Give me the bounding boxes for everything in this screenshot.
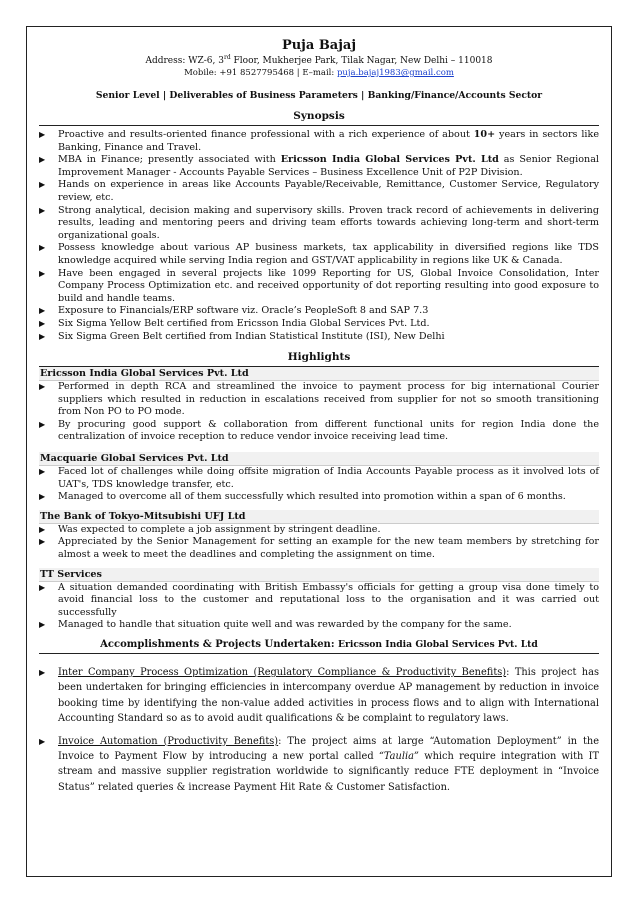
- bullet-arrow-icon: ▶: [39, 668, 46, 677]
- list-item: ▶ Was expected to complete a job assignment by stringent deadline.: [39, 523, 381, 535]
- accomplishments-title: Accomplishments & Projects Undertaken: Ericsson India Global Services Pvt. Ltd: [39, 638, 599, 654]
- address-line: Address: WZ-6, 3rd Floor, Mukherjee Park, Tilak Nagar, New Delhi – 110018: [145, 54, 493, 66]
- list-item: ▶ Inter Company Process Optimization (Regulatory Compliance & Productivity Benefits): This project has been undertaken for bringing efficiencies in intercompany overdue AP management by reduction in invoice booking time by identifying the non-value added activities in process flows and to align with International Accounting Standard so as to avoid audit qualifications & be complaint to regulatory laws.: [39, 667, 599, 725]
- bullet-arrow-icon: ▶: [39, 205, 46, 215]
- project-title-invoice-automation: Invoice Automation (Productivity Benefits): [58, 735, 279, 747]
- list-item: ▶ Proactive and results-oriented finance professional with a rich experience of about 10+ years in sectors like Banking, Finance and Travel.: [39, 129, 599, 153]
- candidate-name: Puja Bajaj: [281, 38, 357, 53]
- list-item: ▶ Appreciated by the Senior Management for setting an example for the new team members by stretching for almost a week to meet the deadlines and completing the assignment on time.: [39, 536, 599, 561]
- bullet-arrow-icon: ▶: [39, 537, 46, 547]
- company-heading-tt-services: TT Services: [39, 568, 599, 582]
- bullet-arrow-icon: ▶: [39, 130, 46, 139]
- company-heading-ericsson: Ericsson India Global Services Pvt. Ltd: [39, 367, 599, 381]
- email-link[interactable]: puja.bajaj1983@gmail.com: [336, 68, 454, 78]
- project-title-intercompany: Inter Company Process Optimization (Regulatory Compliance & Productivity Benefits): [58, 667, 507, 678]
- list-item: ▶ By procuring good support & collaboration from different functional units for region India done the centralization of invoice reception to reduce vendor invoice receiving lead time.: [39, 418, 599, 443]
- bullet-arrow-icon: ▶: [39, 318, 46, 328]
- profile-headline: Senior Level | Deliverables of Business Parameters | Banking/Finance/Accounts Sector: [95, 90, 543, 101]
- synopsis-title: Synopsis: [39, 110, 599, 126]
- macquarie-highlights: [39, 466, 599, 504]
- bullet-arrow-icon: ▶: [39, 620, 46, 630]
- contact-line: Mobile: +91 8527795468 | E–mail: puja.bajaj1983@gmail.com: [184, 68, 454, 78]
- list-item: ▶ Performed in depth RCA and streamlined the invoice to payment process for big international Courier suppliers which resulted in reduction in escalations received from supplier for not so smooth transitioning from Non PO to PO mode.: [39, 381, 599, 418]
- company-heading-macquarie: Macquarie Global Services Pvt. Ltd: [39, 452, 599, 466]
- bullet-arrow-icon: ▶: [39, 155, 46, 165]
- tokyo-highlights: [39, 524, 599, 562]
- highlights-title: Highlights: [39, 351, 599, 367]
- list-item: ▶ Possess knowledge about various AP business markets, tax applicability in diversified regions like TDS knowledge acquired while serving India region and GST/VAT applicability in regions like UK & Canada.: [39, 242, 599, 266]
- bullet-arrow-icon: ▶: [39, 331, 46, 341]
- bullet-arrow-icon: ▶: [39, 582, 46, 592]
- list-item: ▶ Hands on experience in areas like Accounts Payable/Receivable, Remittance, Customer Service, Regulatory review, etc.: [39, 179, 599, 203]
- list-item: ▶ A situation demanded coordinating with British Embassy's officials for getting a group visa done timely to avoid financial loss to the customer and reputational loss to the organisation and it was carried out successfully: [39, 581, 599, 618]
- accomplishments-list: [39, 665, 599, 795]
- resume-content: [39, 37, 599, 802]
- bullet-arrow-icon: ▶: [39, 419, 46, 429]
- list-item: ▶ Have been engaged in several projects like 1099 Reporting for US, Global Invoice Consolidation, Inter Company Process Optimization etc. and received opportunity of dot reporting resulting into good exposure to build and handle teams.: [39, 267, 599, 304]
- company-heading-tokyo-mitsubishi: The Bank of Tokyo-Mitsubishi UFJ Ltd: [39, 510, 599, 524]
- bullet-arrow-icon: ▶: [39, 306, 46, 316]
- ericsson-highlights: [39, 381, 599, 444]
- synopsis-list: [39, 129, 599, 343]
- bullet-arrow-icon: ▶: [39, 382, 46, 392]
- resume-page: [26, 26, 612, 877]
- bullet-arrow-icon: ▶: [39, 467, 46, 477]
- bullet-arrow-icon: ▶: [39, 268, 46, 278]
- bullet-arrow-icon: ▶: [39, 492, 46, 502]
- bullet-arrow-icon: ▶: [39, 736, 46, 746]
- list-item: ▶ MBA in Finance; presently associated with Ericsson India Global Services Pvt. Ltd as Senior Regional Improvement Manager - Accounts Payable Services – Business Excellence Unit of P2P Division.: [39, 154, 599, 178]
- list-item: ▶ Invoice Automation (Productivity Benefits): The project aims at large “Automation Deployment” in the Invoice to Payment Flow by introducing a new portal called “Taulia” which require integration with IT stream and massive supplier registration worldwide to significantly reduce FTE deployment in “Invoice Status” related queries & increase Payment Hit Rate & Customer Satisfaction.: [39, 735, 600, 793]
- list-item: ▶ Managed to overcome all of them successfully which resulted into promotion within a span of 6 months.: [39, 491, 566, 503]
- list-item: ▶ Strong analytical, decision making and supervisory skills. Proven track record of achievements in delivering results, leading and mentoring peers and driving team efforts towards achieving long-term and short-term organizational goals.: [39, 204, 599, 241]
- list-item: ▶ Faced lot of challenges while doing offsite migration of India Accounts Payable process as it involved lots of UAT's, TDS knowledge transfer, etc.: [39, 466, 599, 490]
- list-item: ▶ Exposure to Financials/ERP software viz. Oracle’s PeopleSoft 8 and SAP 7.3: [39, 305, 429, 317]
- bullet-arrow-icon: ▶: [39, 180, 46, 190]
- list-item: ▶ Six Sigma Green Belt certified from Indian Statistical Institute (ISI), New Delhi: [39, 330, 445, 342]
- list-item: ▶ Six Sigma Yellow Belt certified from Ericsson India Global Services Pvt. Ltd.: [39, 317, 430, 329]
- bullet-arrow-icon: ▶: [39, 243, 46, 253]
- list-item: ▶ Managed to handle that situation quite well and was rewarded by the company for the same.: [39, 619, 512, 631]
- tt-services-highlights: [39, 582, 599, 632]
- bullet-arrow-icon: ▶: [39, 524, 46, 534]
